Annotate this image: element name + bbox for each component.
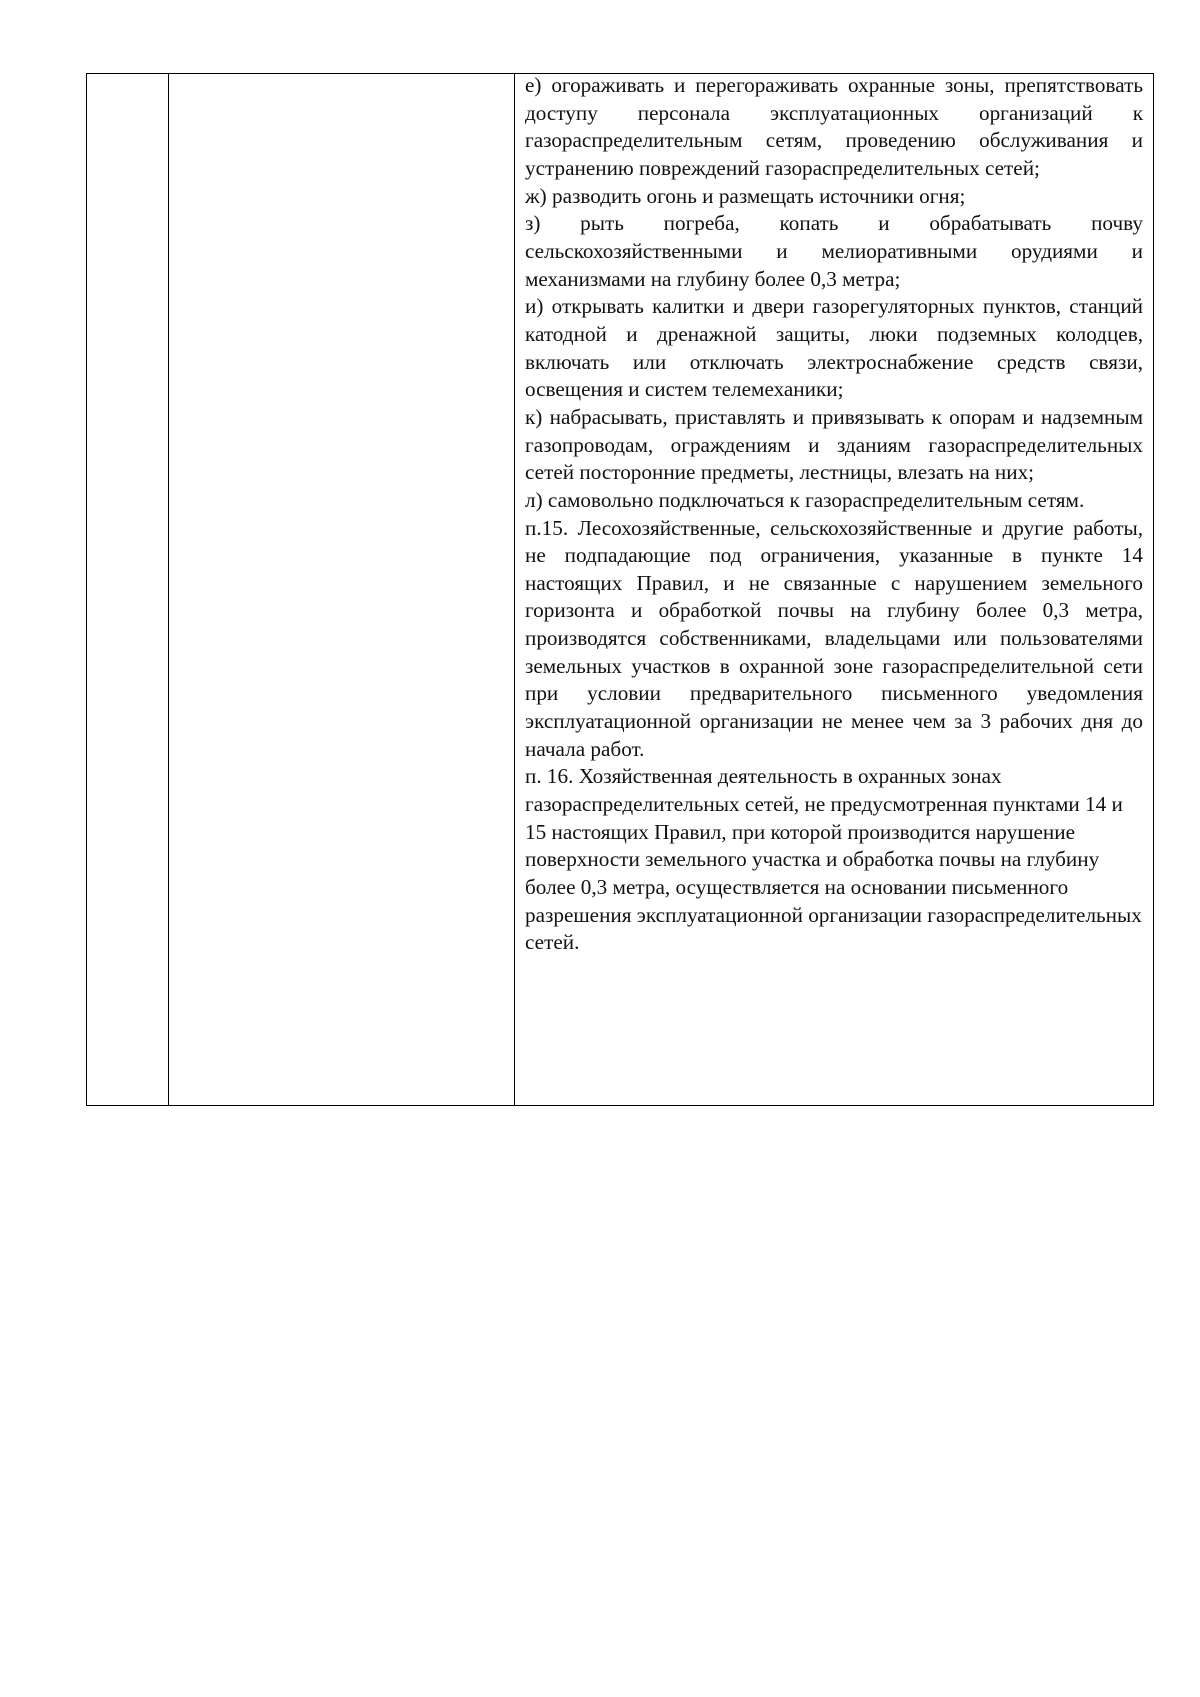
paragraph-k: к) набрасывать, приставлять и привязывать к опорам и надземным газопроводам, ограждениям и зданиям газораспределительных сетей посторонние предметы, лестницы, влезать на них;: [525, 404, 1143, 485]
paragraph-l: л) самовольно подключаться к газораспределительным сетям.: [525, 487, 1085, 512]
paragraph-i: и) открывать калитки и двери газорегуляторных пунктов, станций катодной и дренажной защиты, люки подземных колодцев, включать или отключать электроснабжение средств связи, освещения и систем телемеханики;: [525, 294, 1143, 402]
paragraph-item-15: п.15. Лесохозяйственные, сельскохозяйственные и другие работы, не подпадающие под ограничения, указанные в пункте 14 настоящих Правил, и не связанные с нарушением земельного горизонта и обработкой почвы на глубину более 0,3 метра, производятся собственниками, владельцами или пользователями земельных участков в охранной зоне газораспределительной сети при условии предварительного письменного уведомления эксплуатационной организации не менее чем за 3 рабочих дня до начала работ.: [525, 515, 1143, 761]
table-cell-number: [87, 74, 169, 1105]
paragraph-zh: ж) разводить огонь и размещать источники огня;: [525, 183, 966, 208]
document-table: [86, 73, 1154, 1106]
paragraph-z: з) рыть погреба, копать и обрабатывать почву сельскохозяйственными и мелиоративными орудиями и механизмами на глубину более 0,3 метра;: [525, 211, 1143, 291]
table-cell-content: [515, 74, 1153, 1105]
paragraph-e: е) огораживать и перегораживать охранные зоны, препятствовать доступу персонала эксплуатационных организаций к газораспределительным сетям, проведению обслуживания и устранению повреждений газораспределительных сетей;: [525, 73, 1143, 180]
paragraph-item-16: п. 16. Хозяйственная деятельность в охранных зонах газораспределительных сетей, не предусмотренная пунктами 14 и 15 настоящих Правил, при которой производится нарушение поверхности земельного участка и обработка почвы на глубину более 0,3 метра, осуществляется на основании письменного разрешения эксплуатационной организации газораспределительных сетей.: [525, 764, 1142, 955]
table-cell-title: [169, 74, 515, 1105]
